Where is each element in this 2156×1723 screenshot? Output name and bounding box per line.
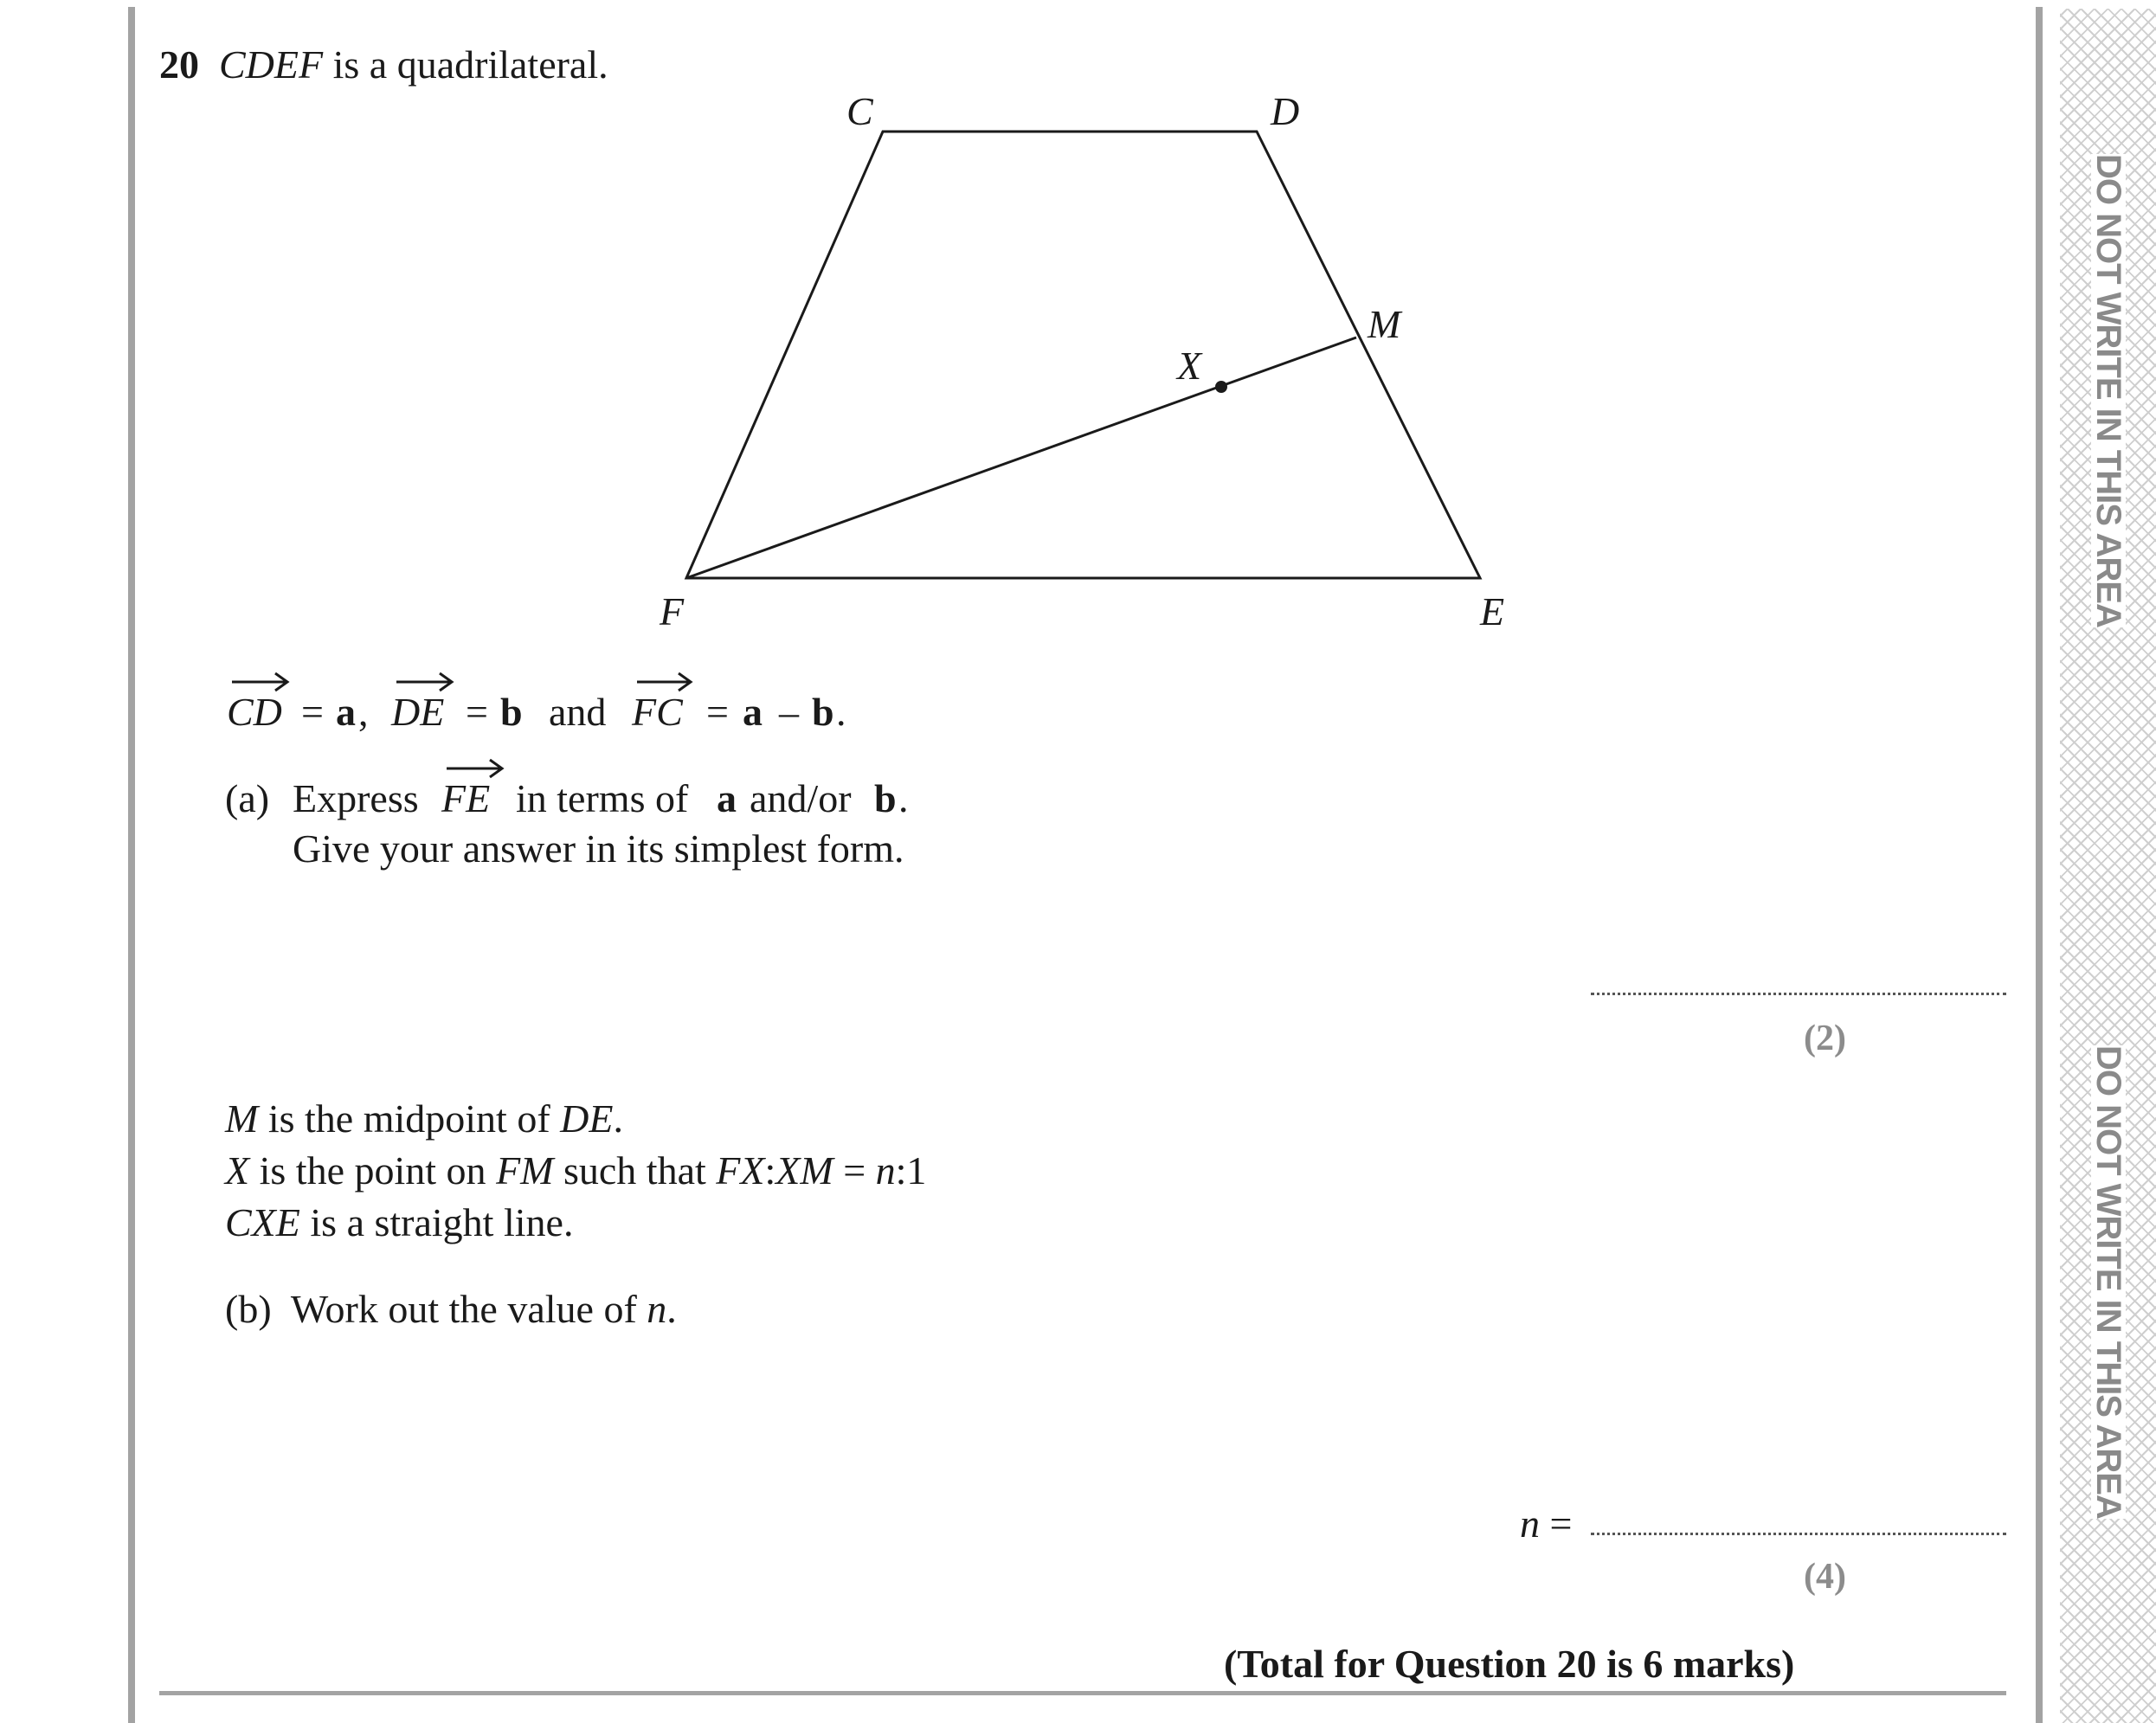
part-a-answer-line[interactable]: [1591, 993, 2006, 995]
vector-cd-value: a: [336, 690, 356, 734]
part-b-answer-prefix: n =: [1520, 1501, 1573, 1546]
vector-fc-minus: –: [779, 690, 799, 734]
condition-line-2: X is the point on FM such that FX:XM = n:1: [225, 1148, 927, 1193]
label-m: M: [1368, 302, 1401, 346]
part-a-marks: (2): [1804, 1019, 1846, 1058]
question-total-marks: (Total for Question 20 is 6 marks): [1224, 1642, 1795, 1686]
part-a-label: (a): [225, 776, 270, 820]
part-b-question: (b) Work out the value of n.: [225, 1287, 677, 1331]
do-not-write-notice-bottom: DO NOT WRITE IN THIS AREA: [2089, 1045, 2127, 1519]
vector-fc-name: FC: [632, 690, 683, 734]
vector-de-name: DE: [391, 690, 445, 734]
part-a-andor: and/or: [750, 776, 852, 820]
condition-line-3: CXE is a straight line.: [225, 1200, 574, 1244]
comma-1: ,: [358, 690, 369, 734]
condition-line-1: M is the midpoint of DE.: [225, 1096, 623, 1141]
label-c: C: [846, 89, 873, 133]
do-not-write-notice-top: DO NOT WRITE IN THIS AREA: [2089, 154, 2127, 627]
part-a-instruction: Give your answer in its simplest form.: [293, 826, 904, 871]
part-a-express: Express: [293, 776, 419, 820]
label-f: F: [660, 589, 685, 633]
question-number: 20: [159, 42, 199, 87]
vector-fc-eq: =: [706, 690, 729, 734]
part-b-marks: (4): [1804, 1557, 1846, 1597]
vector-fc-value-a: a: [743, 690, 763, 734]
part-a-in-terms: in terms of: [516, 776, 689, 820]
label-d: D: [1271, 89, 1300, 133]
vector-de-eq: =: [466, 690, 488, 734]
part-a-b: b: [874, 776, 897, 820]
vector-fc-value-b: b: [812, 690, 834, 734]
period-2: .: [898, 776, 909, 820]
part-a-a: a: [717, 776, 737, 820]
part-b-label: (b): [225, 1287, 272, 1331]
and-word: and: [549, 690, 607, 734]
part-a-vector-fe: FE: [441, 776, 491, 820]
part-b-answer-line[interactable]: [1591, 1533, 2006, 1535]
label-e: E: [1480, 589, 1505, 633]
label-x: X: [1177, 344, 1202, 388]
vector-cd-name: CD: [227, 690, 282, 734]
quadrilateral-name: CDEF: [219, 42, 324, 87]
question-intro: is a quadrilateral.: [332, 42, 608, 87]
vector-cd-eq: =: [301, 690, 324, 734]
period-1: .: [836, 690, 846, 734]
vector-de-value: b: [500, 690, 523, 734]
